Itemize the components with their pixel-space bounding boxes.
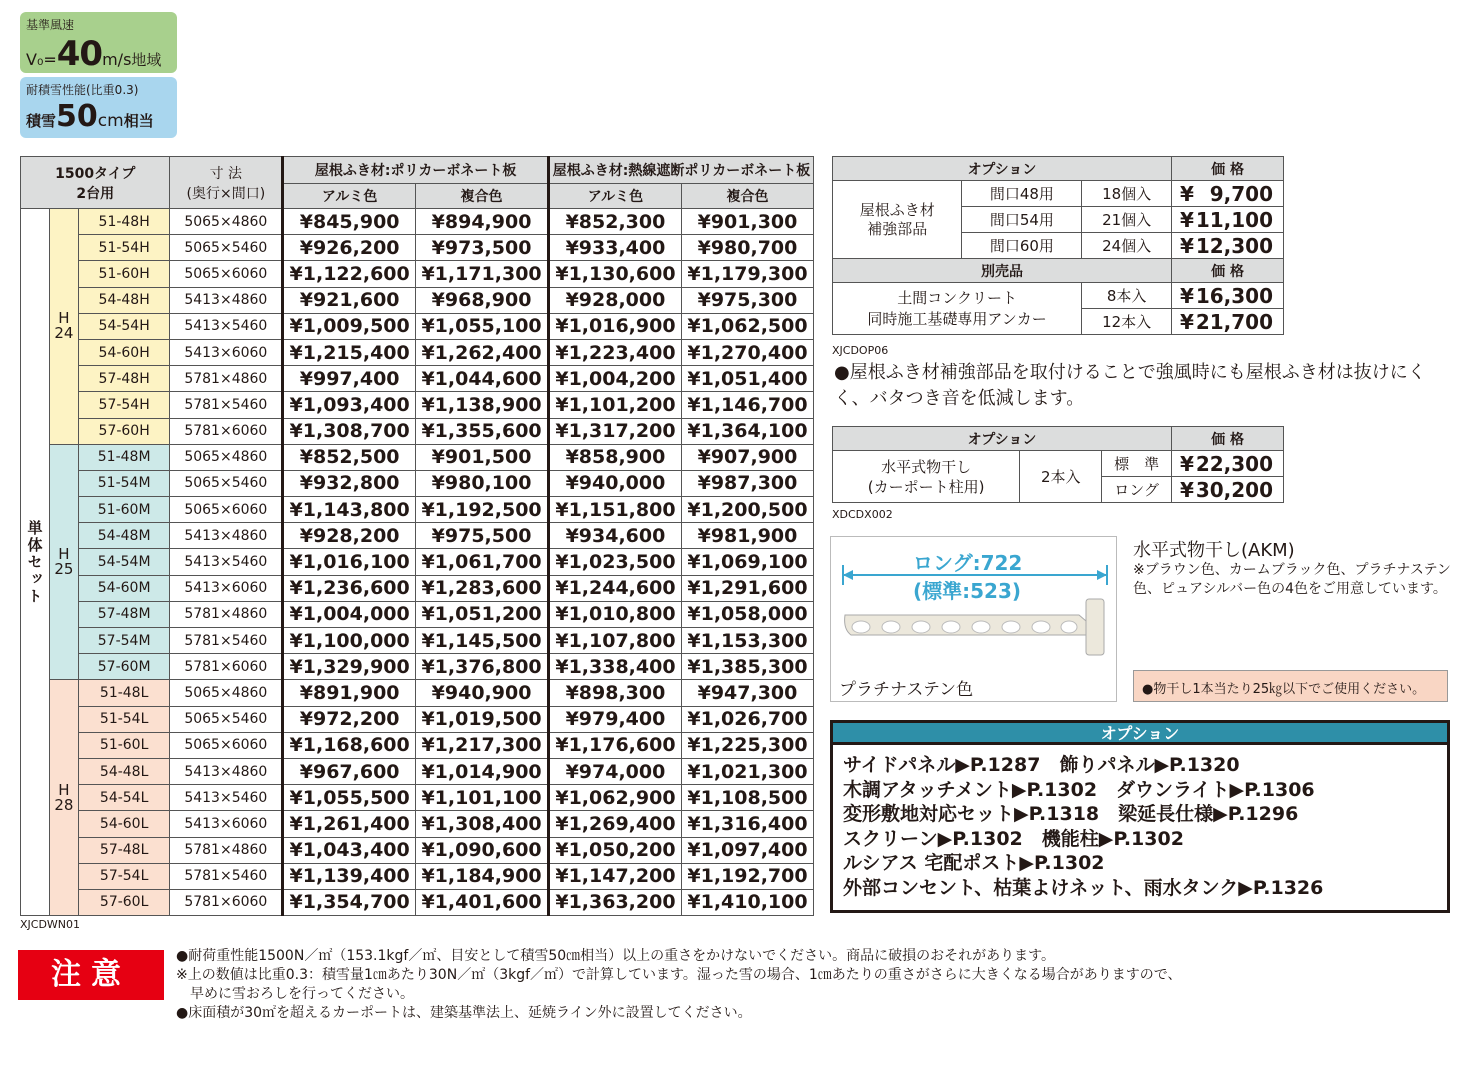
model-code: 51-60M: [78, 497, 170, 523]
reinforcement-row-label: 間口60用: [962, 233, 1082, 259]
reinforcement-row-qty: 21個入: [1082, 207, 1172, 233]
dimension-value: 5413×4860: [170, 287, 283, 313]
price-value: ¥1,236,600: [283, 575, 416, 601]
price-value: ¥1,192,700: [681, 863, 813, 889]
price-value: ¥973,500: [416, 235, 549, 261]
snow-value-line: [26, 99, 154, 134]
price-row: [21, 680, 814, 706]
price-value: ¥1,016,900: [548, 313, 681, 339]
reinforcement-row-price: ¥ 9,700: [1172, 181, 1284, 207]
price-row: [21, 287, 814, 313]
dimension-value: 5781×5460: [170, 392, 283, 418]
price-value: ¥1,051,400: [681, 366, 813, 392]
model-code: 57-60M: [78, 654, 170, 680]
option-link-line[interactable]: スクリーン▶P.1302 機能柱▶P.1302: [843, 827, 1184, 850]
dimension-sub: (奥行×間口): [186, 185, 266, 202]
price-value: ¥1,010,800: [548, 601, 681, 627]
option2-price-header: 価 格: [1172, 427, 1284, 451]
price-value: ¥1,130,600: [548, 261, 681, 287]
dimension-value: 5781×4860: [170, 366, 283, 392]
price-value: ¥1,338,400: [548, 654, 681, 680]
dimension-value: 5413×4860: [170, 523, 283, 549]
price-value: ¥1,225,300: [681, 732, 813, 758]
model-code: 54-60M: [78, 575, 170, 601]
price-value: ¥1,192,500: [416, 497, 549, 523]
price-value: ¥940,900: [416, 680, 549, 706]
price-value: ¥928,000: [548, 287, 681, 313]
price-value: ¥1,308,700: [283, 418, 416, 444]
model-code: 51-48L: [78, 680, 170, 706]
anchor-price: ¥ 21,700: [1172, 309, 1284, 335]
price-value: ¥972,200: [283, 706, 416, 732]
price-row: [21, 654, 814, 680]
price-value: ¥1,051,200: [416, 601, 549, 627]
price-value: ¥1,270,400: [681, 339, 813, 365]
price-value: ¥1,179,300: [681, 261, 813, 287]
price-row: [21, 889, 814, 915]
price-value: ¥1,050,200: [548, 837, 681, 863]
dimension-value: 5413×4860: [170, 758, 283, 784]
model-code: 57-54H: [78, 392, 170, 418]
price-value: ¥1,145,500: [416, 628, 549, 654]
price-value: ¥1,363,200: [548, 889, 681, 915]
reinforcement-row-qty: 18個入: [1082, 181, 1172, 207]
price-value: ¥901,500: [416, 444, 549, 470]
price-value: ¥981,900: [681, 523, 813, 549]
price-value: ¥1,376,800: [416, 654, 549, 680]
price-value: ¥1,043,400: [283, 837, 416, 863]
height-group-label: [49, 209, 78, 445]
dimension-value: 5065×5460: [170, 706, 283, 732]
price-value: ¥932,800: [283, 470, 416, 496]
price-value: ¥1,122,600: [283, 261, 416, 287]
price-value: ¥1,058,000: [681, 601, 813, 627]
hanger-drawing-icon: [831, 537, 1118, 677]
height-number: 24: [54, 324, 74, 343]
dimension-value: 5065×4860: [170, 209, 283, 235]
price-value: ¥1,061,700: [416, 549, 549, 575]
price-value: ¥1,108,500: [681, 785, 813, 811]
option-clothes-hanger-table: [832, 426, 1284, 503]
price-value: ¥1,139,400: [283, 863, 416, 889]
col-fukugo-1: 複合色: [416, 184, 549, 209]
model-code: 54-54L: [78, 785, 170, 811]
price-value: ¥891,900: [283, 680, 416, 706]
price-row: [21, 470, 814, 496]
price-value: ¥968,900: [416, 287, 549, 313]
model-code: 54-54M: [78, 549, 170, 575]
price-value: ¥1,329,900: [283, 654, 416, 680]
wind-unit: m/s: [102, 50, 132, 69]
anchor-qty: 12本入: [1082, 309, 1172, 335]
wind-label: 基準風速: [26, 18, 75, 32]
option-link-line[interactable]: 外部コンセント、枯葉よけネット、雨水タンク▶P.1326: [843, 876, 1324, 899]
price-value: ¥974,000: [548, 758, 681, 784]
model-code: 51-48H: [78, 209, 170, 235]
option-link-line[interactable]: 変形敷地対応セット▶P.1318 梁延長仕様▶P.1296: [843, 803, 1299, 825]
price-row: [21, 392, 814, 418]
price-row: [21, 837, 814, 863]
price-value: ¥1,200,500: [681, 497, 813, 523]
dimension-value: 5065×4860: [170, 680, 283, 706]
akm-load-warning: ●物干し1本当たり25㎏以下でご使用ください。: [1133, 670, 1448, 702]
price-value: ¥901,300: [681, 209, 813, 235]
option-links-list: [833, 745, 1447, 908]
price-value: ¥928,200: [283, 523, 416, 549]
price-value: ¥1,364,100: [681, 418, 813, 444]
price-value: ¥852,500: [283, 444, 416, 470]
set-label: 単体セット: [21, 209, 50, 916]
wind-speed-badge: [20, 12, 177, 73]
hanger-name: 水平式物干し (カーポート柱用): [833, 451, 1020, 503]
price-value: ¥1,004,200: [548, 366, 681, 392]
price-value: ¥1,261,400: [283, 811, 416, 837]
dimension-value: 5065×5460: [170, 235, 283, 261]
model-code: 54-48H: [78, 287, 170, 313]
price-row: [21, 313, 814, 339]
height-group-label: [49, 444, 78, 680]
price-value: ¥967,600: [283, 758, 416, 784]
reinforcement-name: 屋根ふき材 補強部品: [833, 181, 962, 259]
wind-value: 40: [56, 34, 103, 74]
price-value: ¥1,316,400: [681, 811, 813, 837]
price-row: [21, 444, 814, 470]
snow-prefix: 積雪: [26, 112, 57, 130]
price-value: ¥980,700: [681, 235, 813, 261]
price-value: ¥1,138,900: [416, 392, 549, 418]
dimension-header: [170, 157, 283, 209]
price-value: ¥1,107,800: [548, 628, 681, 654]
model-code: 57-48M: [78, 601, 170, 627]
price-value: ¥1,153,300: [681, 628, 813, 654]
price-value: ¥894,900: [416, 209, 549, 235]
price-value: ¥1,019,500: [416, 706, 549, 732]
price-value: ¥1,217,300: [416, 732, 549, 758]
price-value: ¥1,223,400: [548, 339, 681, 365]
price-value: ¥1,101,200: [548, 392, 681, 418]
price-row: [21, 209, 814, 235]
price-value: ¥979,400: [548, 706, 681, 732]
model-code: 57-60L: [78, 889, 170, 915]
snow-load-badge: [20, 77, 177, 138]
price-value: ¥1,069,100: [681, 549, 813, 575]
option1-price-header: 価 格: [1172, 157, 1284, 181]
price-row: [21, 497, 814, 523]
price-value: ¥1,026,700: [681, 706, 813, 732]
dimension-value: 5413×5460: [170, 313, 283, 339]
price-value: ¥1,262,400: [416, 339, 549, 365]
price-value: ¥1,016,100: [283, 549, 416, 575]
akm-title: 水平式物干し(AKM): [1133, 540, 1295, 561]
reinforcement-row-price: ¥ 11,100: [1172, 207, 1284, 233]
hanger-row-label: ロング: [1102, 477, 1172, 503]
type-sub: 2台用: [76, 185, 115, 202]
price-value: ¥1,101,100: [416, 785, 549, 811]
option1-header: オプション: [833, 157, 1172, 181]
price-value: ¥907,900: [681, 444, 813, 470]
price-value: ¥1,317,200: [548, 418, 681, 444]
price-row: [21, 863, 814, 889]
caution-line: ※上の数値は比重0.3：積雪量1㎝あたり30N／㎡（3kgf／㎡）で計算しています。湿った雪の場合、1㎝あたりの重さがさらに大きくなる場合がありますので、: [176, 967, 1182, 983]
reinforcement-row-label: 間口48用: [962, 181, 1082, 207]
snow-label: 耐積雪性能(比重0.3): [26, 83, 139, 97]
col-fukugo-2: 複合色: [681, 184, 813, 209]
dim-long: ロング:722: [913, 551, 1023, 575]
snow-value: 50: [56, 99, 98, 134]
caution-notes: [176, 947, 1356, 1023]
price-value: ¥845,900: [283, 209, 416, 235]
model-code: 51-54M: [78, 470, 170, 496]
hanger-row-price: ¥ 30,200: [1172, 477, 1284, 503]
col-alumi-1: アルミ色: [283, 184, 416, 209]
price-row: [21, 601, 814, 627]
price-value: ¥1,004,000: [283, 601, 416, 627]
price-row: [21, 418, 814, 444]
price-row: [21, 339, 814, 365]
price-value: ¥1,093,400: [283, 392, 416, 418]
dimension-value: 5781×4860: [170, 601, 283, 627]
option1-code: XJCDOP06: [832, 344, 889, 357]
model-code: 54-60L: [78, 811, 170, 837]
price-value: ¥975,300: [681, 287, 813, 313]
anchor-name: 土間コンクリート 同時施工基礎専用アンカー: [833, 283, 1082, 335]
dim-standard: (標準:523): [913, 579, 1022, 603]
option-reinforcement-table: [832, 156, 1284, 335]
price-value: ¥1,146,700: [681, 392, 813, 418]
price-row: [21, 235, 814, 261]
caution-line: ●耐荷重性能1500N／㎡（153.1kgf／㎡、目安として積雪50㎝相当）以上の重さをかけないでください。商品に破損のおそれがあります。: [176, 948, 1056, 964]
price-value: ¥926,200: [283, 235, 416, 261]
dimension-label: 寸 法: [209, 165, 243, 182]
dimension-value: 5413×6060: [170, 575, 283, 601]
model-code: 54-60H: [78, 339, 170, 365]
wind-value-line: [26, 34, 161, 74]
dimension-value: 5781×6060: [170, 889, 283, 915]
option-link-line[interactable]: サイドパネル▶P.1287 飾りパネル▶P.1320: [843, 754, 1240, 776]
height-number: 28: [54, 795, 74, 814]
dimension-value: 5065×5460: [170, 470, 283, 496]
wind-suffix: 地域: [131, 51, 162, 69]
price-table: [20, 156, 814, 916]
price-value: ¥933,400: [548, 235, 681, 261]
reinforcement-note: ●屋根ふき材補強部品を取付けることで強風時にも屋根ふき材は抜けにくく、バタつき音を低減します。: [834, 362, 1426, 409]
model-code: 57-60H: [78, 418, 170, 444]
akm-description: ※ブラウン色、カームブラック色、プラチナステン色、ピュアシルバー色の4色をご用意しています。: [1133, 562, 1451, 597]
dimension-value: 5413×5460: [170, 549, 283, 575]
snow-unit: cm: [97, 111, 124, 131]
wind-prefix: V₀=: [26, 50, 57, 69]
model-code: 54-48L: [78, 758, 170, 784]
price-value: ¥940,000: [548, 470, 681, 496]
model-code: 54-48M: [78, 523, 170, 549]
height-prefix: H: [58, 780, 70, 799]
price-value: ¥1,014,900: [416, 758, 549, 784]
dimension-value: 5413×6060: [170, 811, 283, 837]
price-value: ¥1,021,300: [681, 758, 813, 784]
type-label: 1500タイプ: [55, 165, 136, 182]
price-row: [21, 549, 814, 575]
option-links-header: オプション: [833, 723, 1447, 745]
price-value: ¥1,171,300: [416, 261, 549, 287]
price-value: ¥1,215,400: [283, 339, 416, 365]
price-value: ¥1,291,600: [681, 575, 813, 601]
price-value: ¥1,062,500: [681, 313, 813, 339]
price-value: ¥1,354,700: [283, 889, 416, 915]
price-value: ¥1,269,400: [548, 811, 681, 837]
model-code: 57-48L: [78, 837, 170, 863]
hanger-qty: 2本入: [1020, 451, 1102, 503]
price-value: ¥1,062,900: [548, 785, 681, 811]
price-value: ¥934,600: [548, 523, 681, 549]
model-code: 51-54H: [78, 235, 170, 261]
price-value: ¥1,143,800: [283, 497, 416, 523]
separate-item-header: 別売品: [833, 259, 1172, 283]
price-value: ¥1,090,600: [416, 837, 549, 863]
height-group-label: [49, 680, 78, 916]
price-value: ¥1,097,400: [681, 837, 813, 863]
col-alumi-2: アルミ色: [548, 184, 681, 209]
price-value: ¥987,300: [681, 470, 813, 496]
price-value: ¥921,600: [283, 287, 416, 313]
price-row: [21, 758, 814, 784]
dimension-value: 5413×6060: [170, 339, 283, 365]
price-value: ¥1,184,900: [416, 863, 549, 889]
separate-item-price-header: 価 格: [1172, 259, 1284, 283]
price-value: ¥1,151,800: [548, 497, 681, 523]
height-number: 25: [54, 560, 74, 579]
price-row: [21, 732, 814, 758]
dimension-value: 5781×4860: [170, 837, 283, 863]
hanger-row-price: ¥ 22,300: [1172, 451, 1284, 477]
price-value: ¥1,055,100: [416, 313, 549, 339]
price-row: [21, 366, 814, 392]
price-value: ¥1,100,000: [283, 628, 416, 654]
main-table-code: XJCDWN01: [20, 918, 81, 931]
price-value: ¥1,044,600: [416, 366, 549, 392]
option2-code: XDCDX002: [832, 508, 893, 521]
price-value: ¥997,400: [283, 366, 416, 392]
dimension-value: 5065×4860: [170, 444, 283, 470]
dimension-value: 5781×5460: [170, 628, 283, 654]
price-row: [21, 523, 814, 549]
price-value: ¥1,410,100: [681, 889, 813, 915]
price-value: ¥980,100: [416, 470, 549, 496]
anchor-qty: 8本入: [1082, 283, 1172, 309]
dimension-value: 5781×6060: [170, 654, 283, 680]
dimension-value: 5065×6060: [170, 497, 283, 523]
price-value: ¥1,401,600: [416, 889, 549, 915]
price-value: ¥898,300: [548, 680, 681, 706]
option2-header: オプション: [833, 427, 1172, 451]
dimension-value: 5065×6060: [170, 732, 283, 758]
snow-suffix: 相当: [123, 112, 154, 130]
dimension-value: 5781×5460: [170, 863, 283, 889]
price-value: ¥1,308,400: [416, 811, 549, 837]
price-value: ¥1,009,500: [283, 313, 416, 339]
dimension-value: 5781×6060: [170, 418, 283, 444]
price-row: [21, 628, 814, 654]
option-links-box: [830, 720, 1450, 913]
price-value: ¥852,300: [548, 209, 681, 235]
type-header: [21, 157, 170, 209]
model-code: 51-60L: [78, 732, 170, 758]
price-value: ¥1,055,500: [283, 785, 416, 811]
caution-line: ●床面積が30㎡を超えるカーポートは、建築基準法上、延焼ライン外に設置してください。: [176, 1005, 752, 1021]
reinforcement-row-price: ¥ 12,300: [1172, 233, 1284, 259]
hanger-row-label: 標 準: [1102, 451, 1172, 477]
price-row: [21, 261, 814, 287]
hanger-caption: プラチナステン色: [839, 680, 974, 700]
price-value: ¥1,355,600: [416, 418, 549, 444]
price-value: ¥1,283,600: [416, 575, 549, 601]
option-link-line[interactable]: 木調アタッチメント▶P.1302 ダウンライト▶P.1306: [843, 778, 1315, 801]
price-row: [21, 811, 814, 837]
price-value: ¥975,500: [416, 523, 549, 549]
price-row: [21, 706, 814, 732]
price-value: ¥1,244,600: [548, 575, 681, 601]
caution-line: 早めに雪おろしを行ってください。: [176, 986, 414, 1002]
model-code: 51-60H: [78, 261, 170, 287]
option-link-line[interactable]: ルシアス 宅配ポスト▶P.1302: [843, 852, 1105, 874]
price-value: ¥1,023,500: [548, 549, 681, 575]
price-row: [21, 575, 814, 601]
price-value: ¥1,176,600: [548, 732, 681, 758]
model-code: 57-54L: [78, 863, 170, 889]
height-prefix: H: [58, 545, 70, 564]
dimension-value: 5413×5460: [170, 785, 283, 811]
model-code: 51-48M: [78, 444, 170, 470]
height-prefix: H: [58, 309, 70, 328]
model-code: 57-54M: [78, 628, 170, 654]
group-heat-shield-header: 屋根ふき材:熱線遮断ポリカーボネート板: [548, 157, 813, 184]
group-polycarbonate-header: 屋根ふき材:ポリカーボネート板: [283, 157, 549, 184]
price-value: ¥1,168,600: [283, 732, 416, 758]
price-value: ¥1,385,300: [681, 654, 813, 680]
caution-label: 注意: [18, 950, 164, 1000]
price-value: ¥947,300: [681, 680, 813, 706]
price-value: ¥1,147,200: [548, 863, 681, 889]
price-value: ¥858,900: [548, 444, 681, 470]
dimension-value: 5065×6060: [170, 261, 283, 287]
model-code: 54-54H: [78, 313, 170, 339]
reinforcement-row-qty: 24個入: [1082, 233, 1172, 259]
model-code: 51-54L: [78, 706, 170, 732]
price-row: [21, 785, 814, 811]
reinforcement-row-label: 間口54用: [962, 207, 1082, 233]
model-code: 57-48H: [78, 366, 170, 392]
anchor-price: ¥ 16,300: [1172, 283, 1284, 309]
hanger-illustration-box: [830, 536, 1117, 702]
